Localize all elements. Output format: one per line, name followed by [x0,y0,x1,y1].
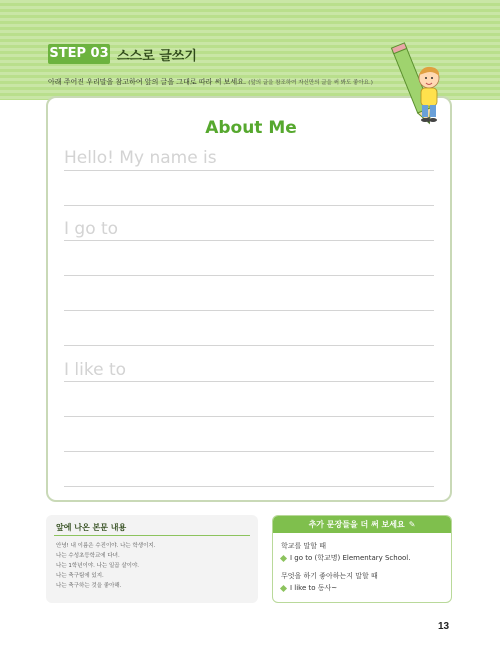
page-number: 13 [438,621,450,632]
trace-prompt-school: I go to [64,219,119,239]
writing-line[interactable] [64,205,434,206]
step-title: 스스로 글쓰기 [117,49,197,64]
story-box-title: 앞에 나온 본문 내용 [56,523,127,532]
writing-line[interactable] [64,486,434,487]
story-line: 나는 축구하는 것을 좋아해. [56,583,122,589]
writing-line[interactable] [64,170,434,171]
writing-line[interactable] [64,240,434,241]
extra-sentence-text: I go to (학교명) Elementary School. [290,554,411,562]
trace-prompt-like: I like to [64,360,127,380]
story-line: 나는 1학년이야. 나는 일곱 살이야. [56,563,140,569]
writing-line[interactable] [64,451,434,452]
writing-line[interactable] [64,345,434,346]
extra-item-label: 학교를 말할 때 [281,542,327,550]
writing-line[interactable] [64,416,434,417]
extra-sentence-text: I like to 동사~ [290,584,338,592]
extra-item-label: 무엇을 하기 좋아하는지 말할 때 [281,572,378,580]
extra-item-sentence [281,583,337,593]
story-line: 나는 수성초등학교에 다녀. [56,553,120,559]
card-title: About Me [205,118,297,138]
diamond-bullet-icon [280,584,287,591]
extra-sentences-box [272,515,452,603]
story-summary-box [46,515,258,603]
divider [54,535,250,536]
instruction-note: (앞의 글을 참조하여 자신만의 글을 써 봐도 좋아요.) [248,80,373,86]
extra-box-title: 추가 문장들을 더 써 보세요 [308,520,405,529]
instruction-main: 아래 주어진 우리말을 참고하여 앞의 글을 그대로 따라 써 보세요. [48,78,247,86]
pencil-icon: ✎ [408,520,416,529]
writing-line[interactable] [64,275,434,276]
writing-line[interactable] [64,310,434,311]
diamond-bullet-icon [280,554,287,561]
extra-box-header [273,516,451,533]
extra-item-sentence [281,553,410,563]
instruction-text [48,77,373,87]
writing-line[interactable] [64,381,434,382]
step-badge: STEP 03 [48,44,110,64]
story-line: 나는 축구팀에 있지. [56,573,104,579]
trace-prompt-name: Hello! My name is [64,148,217,168]
story-line: 안녕! 내 이름은 수진이야. 나는 학생이지. [56,543,156,549]
child-with-pencil-illustration [385,40,445,130]
writing-card [46,96,452,502]
